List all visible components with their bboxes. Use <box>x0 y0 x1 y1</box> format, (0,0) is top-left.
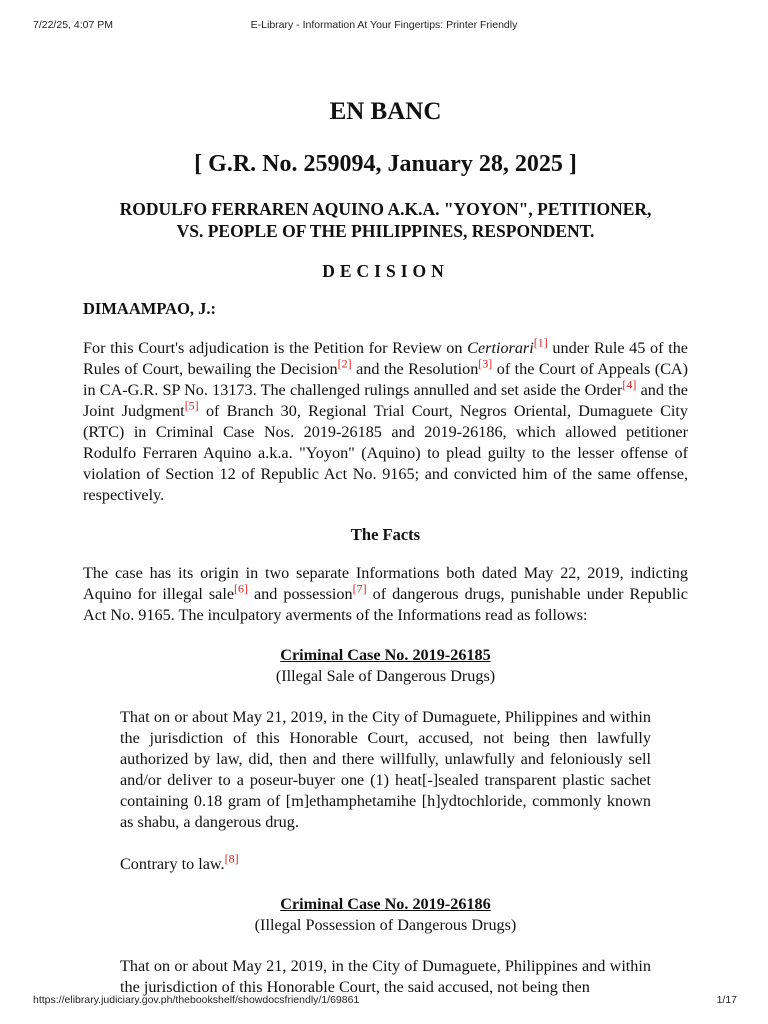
print-url: https://elibrary.judiciary.gov.ph/thebookshelf/showdocsfriendly/1/69861 <box>33 994 360 1006</box>
footnote-link-3[interactable]: [3] <box>478 356 493 371</box>
print-datetime: 7/22/25, 4:07 PM <box>33 19 113 31</box>
footnote-link-7[interactable]: [7] <box>352 581 367 596</box>
ponente: DIMAAMPAO, J.: <box>83 299 217 318</box>
footnote-link-6[interactable]: [6] <box>234 581 249 596</box>
footnote-link-5[interactable]: [5] <box>184 398 199 413</box>
facts-heading: The Facts <box>350 525 421 544</box>
parties-line-2: VS. PEOPLE OF THE PHILIPPINES, RESPONDENT. <box>176 221 595 241</box>
case-2-title: Criminal Case No. 2019-26186 <box>280 895 491 913</box>
print-page-title: E-Library - Information At Your Fingertips: Printer Friendly <box>250 19 518 31</box>
gr-number-heading: [ G.R. No. 259094, January 28, 2025 ] <box>194 151 577 177</box>
case-2-subtitle: (Illegal Possession of Dangerous Drugs) <box>254 916 517 934</box>
footnote-link-1[interactable]: [1] <box>533 335 548 350</box>
case-1-subtitle: (Illegal Sale of Dangerous Drugs) <box>275 667 496 685</box>
case-1-contrary: Contrary to law.[8] <box>120 851 239 873</box>
certiorari-term: Certiorari <box>467 339 534 357</box>
footnote-link-2[interactable]: [2] <box>337 356 352 371</box>
facts-paragraph: The case has its origin in two separate Informations both dated May 22, 2019, indicting Aquino for illegal sale[6] and possession[7] of dangerous drugs, punishable under Republic Act No. 9165. The inculpatory averments of the Informations read as follows: <box>83 564 688 624</box>
case-1-information: That on or about May 21, 2019, in the City of Dumaguete, Philippines and within the jurisdiction of this Honorable Court, accused, not being then lawfully authorized by law, did, then and there willfully, unlawfully and feloniously sell and/or deliver to a poseur-buyer one (1) heat[-]sealed transparent plastic sachet containing 0.18 gram of [m]ethamphetamihe [h]ydtochloride, commonly known as shabu, a dangerous drug. <box>120 708 651 831</box>
print-page-number: 1/17 <box>716 994 737 1006</box>
footnote-link-4[interactable]: [4] <box>622 377 637 392</box>
parties-line-1: RODULFO FERRAREN AQUINO A.K.A. "YOYON", PETITIONER, <box>119 199 652 219</box>
case-2-information: That on or about May 21, 2019, in the City of Dumaguete, Philippines and within the jurisdiction of this Honorable Court, the said accused, not being then <box>120 957 651 996</box>
document-body <box>83 92 688 998</box>
intro-paragraph: For this Court's adjudication is the Petition for Review on Certiorari[1] under Rule 45 of the Rules of Court, bewailing the Decision[2] and the Resolution[3] of the Court of Appeals (CA) in CA-G.R. SP No. 13173. The challenged rulings annulled and set aside the Order[4] and the Joint Judgment[5] of Branch 30, Regional Trial Court, Negros Oriental, Dumaguete City (RTC) in Criminal Case Nos. 2019-26185 and 2019-26186, which allowed petitioner Rodulfo Ferraren Aquino a.k.a. "Yoyon" (Aquino) to plead guilty to the lesser offense of violation of Section 12 of Republic Act No. 9165; and convicted him of the same offense, respectively. <box>83 335 688 504</box>
footnote-link-8[interactable]: [8] <box>224 851 239 866</box>
division-heading: EN BANC <box>329 98 442 125</box>
case-1-title: Criminal Case No. 2019-26185 <box>280 646 491 664</box>
decision-heading: DECISION <box>322 261 449 281</box>
case-parties <box>83 198 688 242</box>
